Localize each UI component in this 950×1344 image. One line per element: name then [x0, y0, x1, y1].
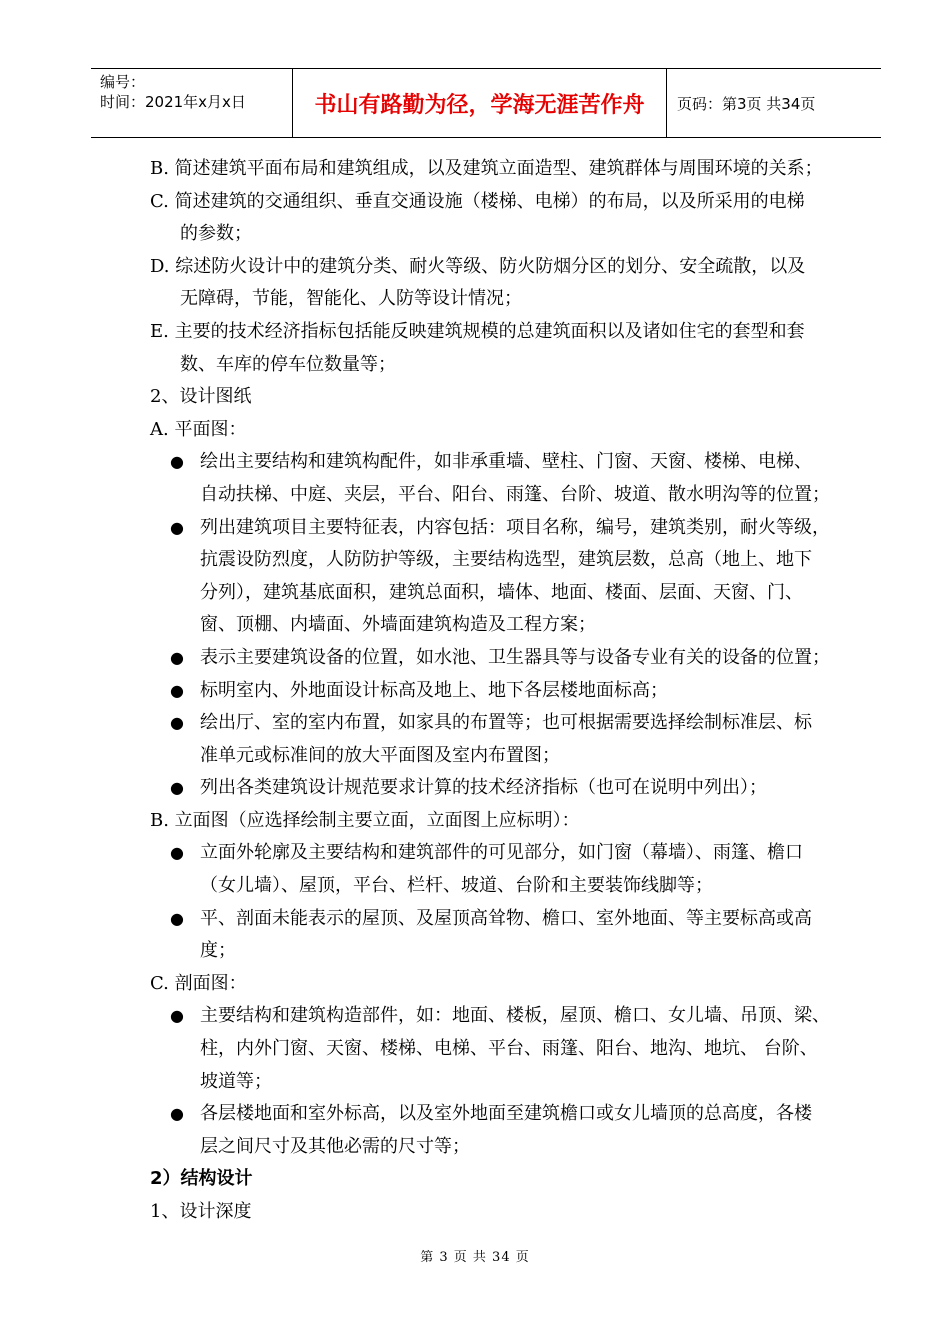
paragraph-c-line2: 的参数；	[180, 223, 252, 245]
section-bullet-1-cont2: 坡道等；	[200, 1070, 272, 1092]
section-design-drawings: 2、设计图纸	[150, 386, 252, 408]
paragraph-c-line1: C. 简述建筑的交通组织、垂直交通设施（楼梯、电梯）的布局，以及所采用的电梯	[150, 190, 805, 212]
plan-bullet-1: ● 绘出主要结构和建筑构配件，如非承重墙、壁柱、门窗、天窗、楼梯、电梯、	[150, 446, 870, 479]
section-bullet-2: ● 各层楼地面和室外标高，以及室外地面至建筑檐口或女儿墙顶的总高度，各楼	[150, 1098, 870, 1131]
section-bullet-1-cont1: 柱，内外门窗、天窗、楼梯、电梯、平台、雨篷、阳台、地沟、地坑、 台阶、	[200, 1038, 818, 1060]
paragraph-e-line1: E. 主要的技术经济指标包括能反映建筑规模的总建筑面积以及诸如住宅的套型和套	[150, 320, 805, 342]
plan-bullet-2: ● 列出建筑项目主要特征表，内容包括：项目名称，编号，建筑类别，耐火等级，	[150, 512, 870, 545]
number-label: 编号：	[100, 73, 146, 91]
bullet-icon: ●	[170, 1006, 184, 1026]
plan-bullet-1-cont: 自动扶梯、中庭、夹层，平台、阳台、雨篷、台阶、坡道、散水明沟等的位置；	[200, 483, 830, 505]
plan-bullet-3: ● 表示主要建筑设备的位置，如水池、卫生器具等与设备专业有关的设备的位置；	[150, 642, 870, 675]
paragraph-b: B. 简述建筑平面布局和建筑组成，以及建筑立面造型、建筑群体与周围环境的关系；	[150, 158, 823, 179]
paragraph-d-line2: 无障碍，节能，智能化、人防等设计情况；	[180, 288, 522, 310]
plan-bullet-2-cont1: 抗震设防烈度，人防防护等级，主要结构选型，建筑层数，总高（地上、地下	[200, 549, 812, 571]
plan-bullet-5-cont: 准单元或标准间的放大平面图及室内布置图；	[200, 744, 560, 766]
header-table	[91, 68, 881, 138]
paragraph-e-line2: 数、车库的停车位数量等；	[180, 353, 396, 375]
time-label: 时间：2021年x月x日	[100, 93, 246, 111]
plan-bullet-6: ● 列出各类建筑设计规范要求计算的技术经济指标（也可在说明中列出）；	[150, 772, 870, 805]
bullet-icon: ●	[170, 517, 184, 537]
plan-title: A. 平面图：	[150, 418, 247, 440]
elevation-bullet-1-cont: （女儿墙）、屋顶，平台、栏杆、坡道、台阶和主要装饰线脚等；	[200, 875, 713, 897]
paragraph-d-line1: D. 综述防火设计中的建筑分类、耐火等级、防火防烟分区的划分、安全疏散，以及	[150, 255, 806, 277]
plan-bullet-5: ● 绘出厅、室的室内布置，如家具的布置等；也可根据需要选择绘制标准层、标	[150, 707, 870, 740]
bullet-icon: ●	[170, 1104, 184, 1124]
bullet-icon: ●	[170, 908, 184, 928]
bullet-icon: ●	[170, 452, 184, 472]
elevation-title: B. 立面图（应选择绘制主要立面，立面图上应标明）：	[150, 809, 580, 831]
bullet-icon: ●	[170, 680, 184, 700]
section-view-title: C. 剖面图：	[150, 972, 247, 994]
header-motto: 书山有路勤为径，学海无涯苦作舟	[293, 69, 667, 137]
structural-design-heading: 2）结构设计	[150, 1168, 253, 1190]
plan-bullet-2-cont3: 窗、顶棚、内墙面、外墙面建筑构造及工程方案；	[200, 614, 596, 636]
bullet-icon: ●	[170, 713, 184, 733]
bullet-icon: ●	[170, 778, 184, 798]
section-bullet-2-cont: 层之间尺寸及其他必需的尺寸等；	[200, 1135, 470, 1157]
bullet-icon: ●	[170, 647, 184, 667]
elevation-bullet-2-cont: 度；	[200, 940, 236, 962]
bullet-icon: ●	[170, 843, 184, 863]
plan-bullet-4: ● 标明室内、外地面设计标高及地上、地下各层楼地面标高；	[150, 675, 870, 708]
design-depth-heading: 1、设计深度	[150, 1201, 252, 1222]
elevation-bullet-1: ● 立面外轮廓及主要结构和建筑部件的可见部分，如门窗（幕墙）、雨篷、檐口	[150, 837, 870, 870]
plan-bullet-2-cont2: 分列），建筑基底面积，建筑总面积，墙体、地面、楼面、层面、天窗、门、	[200, 581, 803, 603]
header-meta	[91, 69, 293, 137]
section-bullet-1: ● 主要结构和建筑构造部件，如：地面、楼板，屋顶、檐口、女儿墙、吊顶、梁、	[150, 1000, 870, 1033]
header-page-label: 页码：第3页 共34页	[677, 94, 816, 113]
elevation-bullet-2: ● 平、剖面未能表示的屋顶、及屋顶高耸物、檐口、室外地面、等主要标高或高	[150, 903, 870, 936]
page-footer: 第 3 页 共 34 页	[420, 1250, 530, 1265]
document-body	[150, 153, 870, 1229]
